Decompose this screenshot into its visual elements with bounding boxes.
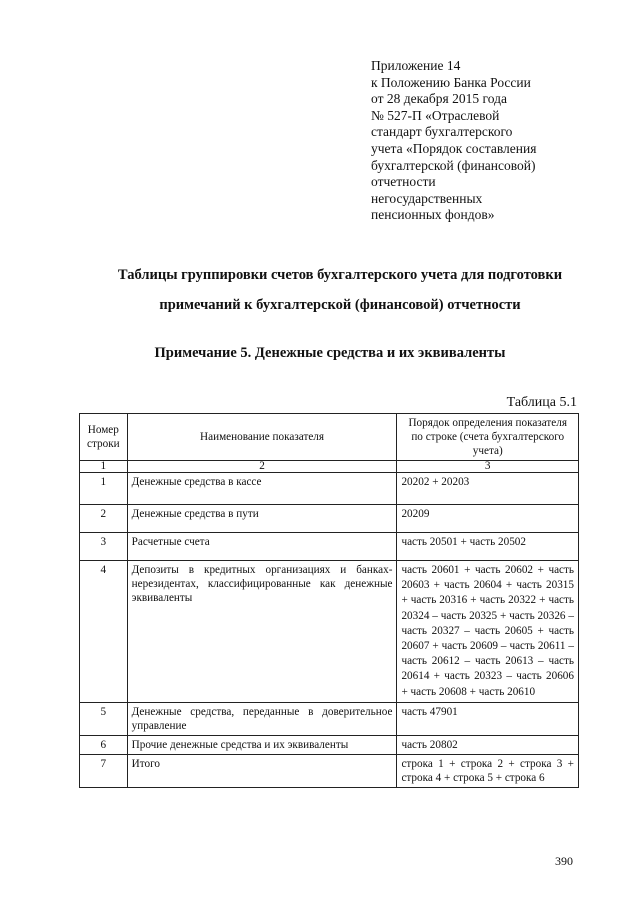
row-number: 6	[80, 735, 128, 754]
header-row-number: Номер строки	[80, 414, 128, 461]
appendix-reference	[371, 58, 601, 224]
appendix-line: № 527-П «Отраслевой	[371, 107, 500, 123]
index-cell: 2	[127, 461, 397, 473]
row-indicator-name: Прочие денежные средства и их эквиваленты	[127, 735, 397, 754]
table-row	[80, 561, 579, 703]
row-indicator-name: Денежные средства в пути	[127, 505, 397, 533]
row-number: 3	[80, 533, 128, 561]
accounts-grouping-table	[79, 413, 579, 788]
row-calculation-rule: 20202 + 20203	[397, 473, 579, 505]
header-indicator-name: Наименование показателя	[127, 414, 397, 461]
document-title-line-1: Таблицы группировки счетов бухгалтерского учета для подготовки	[117, 267, 563, 283]
row-calculation-rule: часть 47901	[397, 702, 579, 735]
page-number: 390	[555, 854, 573, 868]
row-calculation-rule: часть 20802	[397, 735, 579, 754]
appendix-line: пенсионных фондов»	[371, 207, 495, 223]
table-label: Таблица 5.1	[506, 395, 577, 410]
appendix-line: учета «Порядок составления	[371, 140, 537, 156]
appendix-line: бухгалтерской (финансовой)	[371, 157, 536, 173]
appendix-line: отчетности	[371, 174, 436, 190]
row-indicator-name: Денежные средства, переданные в доверительное управление	[127, 702, 397, 735]
header-calculation-rule: Порядок определения показателя по строке (счета бухгалтерского учета)	[397, 414, 579, 461]
table-row	[80, 702, 579, 735]
table-row	[80, 505, 579, 533]
appendix-line: Приложение 14	[371, 58, 461, 73]
appendix-line: стандарт бухгалтерского	[371, 124, 513, 140]
row-number: 2	[80, 505, 128, 533]
table-row	[80, 533, 579, 561]
index-cell: 1	[80, 461, 128, 473]
table-row	[80, 754, 579, 787]
note-title: Примечание 5. Денежные средства и их эквиваленты	[154, 345, 506, 361]
table-row	[80, 735, 579, 754]
table-row	[80, 473, 579, 505]
row-indicator-name: Итого	[127, 754, 397, 787]
row-indicator-name: Депозиты в кредитных организациях и банках-нерезидентах, классифицированные как денежные эквиваленты	[127, 561, 397, 703]
table-header-row	[80, 414, 579, 461]
row-indicator-name: Денежные средства в кассе	[127, 473, 397, 505]
row-calculation-rule: строка 1 + строка 2 + строка 3 + строка 4 + строка 5 + строка 6	[397, 754, 579, 787]
row-calculation-rule: 20209	[397, 505, 579, 533]
table-index-row	[80, 461, 579, 473]
row-calculation-rule: часть 20601 + часть 20602 + часть 20603 + часть 20604 + часть 20315 + часть 20316 + часть 20322 + часть 20324 – часть 20325 + часть 20326 – часть 20327 – часть 20605 + часть 20607 + часть 20609 – часть 20611 – часть 20612 – часть 20613 – часть 20614 + часть 20323 – часть 20606 + часть 20608 + часть 20610	[397, 561, 579, 703]
row-number: 7	[80, 754, 128, 787]
index-cell: 3	[397, 461, 579, 473]
row-number: 1	[80, 473, 128, 505]
appendix-line: от 28 декабря 2015 года	[371, 91, 507, 107]
row-calculation-rule: часть 20501 + часть 20502	[397, 533, 579, 561]
appendix-line: к Положению Банка России	[371, 74, 531, 90]
row-indicator-name: Расчетные счета	[127, 533, 397, 561]
appendix-line: негосударственных	[371, 190, 483, 206]
row-number: 4	[80, 561, 128, 703]
document-title-line-2: примечаний к бухгалтерской (финансовой) отчетности	[159, 297, 521, 313]
row-number: 5	[80, 702, 128, 735]
